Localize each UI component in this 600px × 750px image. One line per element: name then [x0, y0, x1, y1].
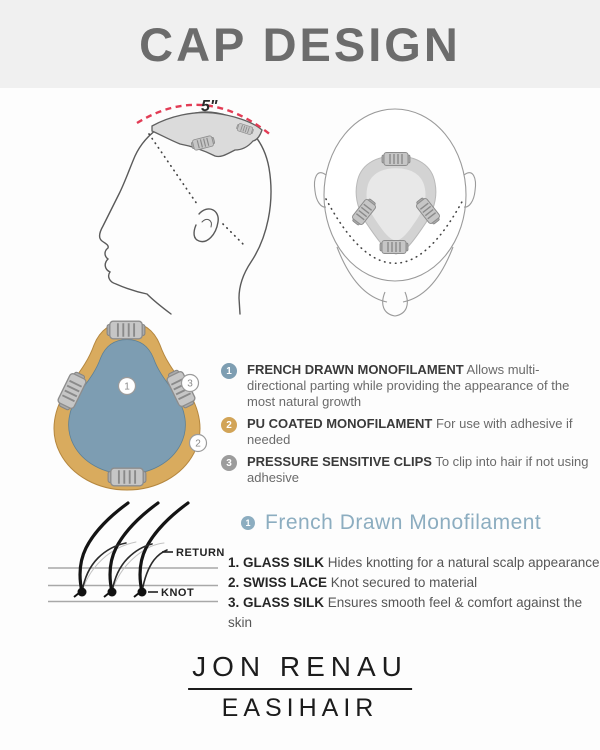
legend-item-clips	[221, 454, 597, 486]
legend	[221, 362, 597, 492]
badge-2: 2	[195, 438, 201, 450]
legend-item-french-drawn	[221, 362, 597, 410]
logo-jon-renau: JON RENAU	[188, 651, 412, 690]
pressure-clip	[382, 153, 410, 166]
legend-badge-1: 1	[221, 363, 237, 379]
top-view-head-diagram	[305, 95, 487, 325]
profile-head-diagram	[85, 98, 297, 316]
page-title: CAP DESIGN	[139, 17, 461, 71]
return-label: RETURN	[176, 547, 225, 559]
brand-logo	[188, 651, 412, 723]
cap-construction-diagram	[40, 318, 216, 498]
legend-text: PU COATED MONOFILAMENT For use with adhesive if needed	[247, 416, 573, 447]
legend-item-pu-coated	[221, 416, 597, 448]
nose-outline	[383, 292, 408, 316]
measurement-label: 5"	[201, 98, 218, 115]
legend-badge-3: 3	[221, 455, 237, 471]
badge-3: 3	[187, 378, 193, 390]
hair-strands	[80, 503, 188, 592]
layer-row-1: 1. GLASS SILK Hides knotting for a natural scalp appearance	[228, 555, 600, 570]
legend-text: FRENCH DRAWN MONOFILAMENT Allows multi-directional parting while providing the appearance of the most natural growth	[247, 362, 570, 409]
pressure-clip	[107, 321, 145, 339]
layer-row-3: 3. GLASS SILK Ensures smooth feel & comfort against the skin	[228, 595, 583, 630]
ear-outline	[194, 209, 218, 242]
badge-1: 1	[124, 381, 130, 393]
knots	[74, 588, 147, 598]
logo-easihair: EASIHAIR	[221, 694, 379, 722]
legend-text: PRESSURE SENSITIVE CLIPS To clip into hair if not using adhesive	[247, 454, 589, 485]
pressure-clip	[380, 241, 408, 254]
layers-list	[228, 553, 600, 633]
knot-label: KNOT	[161, 587, 195, 599]
monofilament-area	[69, 340, 186, 474]
section-heading-text: French Drawn Monofilament	[265, 511, 542, 534]
pressure-clip	[108, 468, 146, 486]
header-band	[0, 0, 600, 88]
knot-diagram	[40, 500, 232, 620]
section-badge: 1	[241, 516, 255, 530]
hairpiece-on-head	[152, 113, 262, 157]
legend-badge-2: 2	[221, 417, 237, 433]
section-heading	[241, 511, 541, 535]
layer-row-2: 2. SWISS LACE Knot secured to material	[228, 575, 478, 590]
